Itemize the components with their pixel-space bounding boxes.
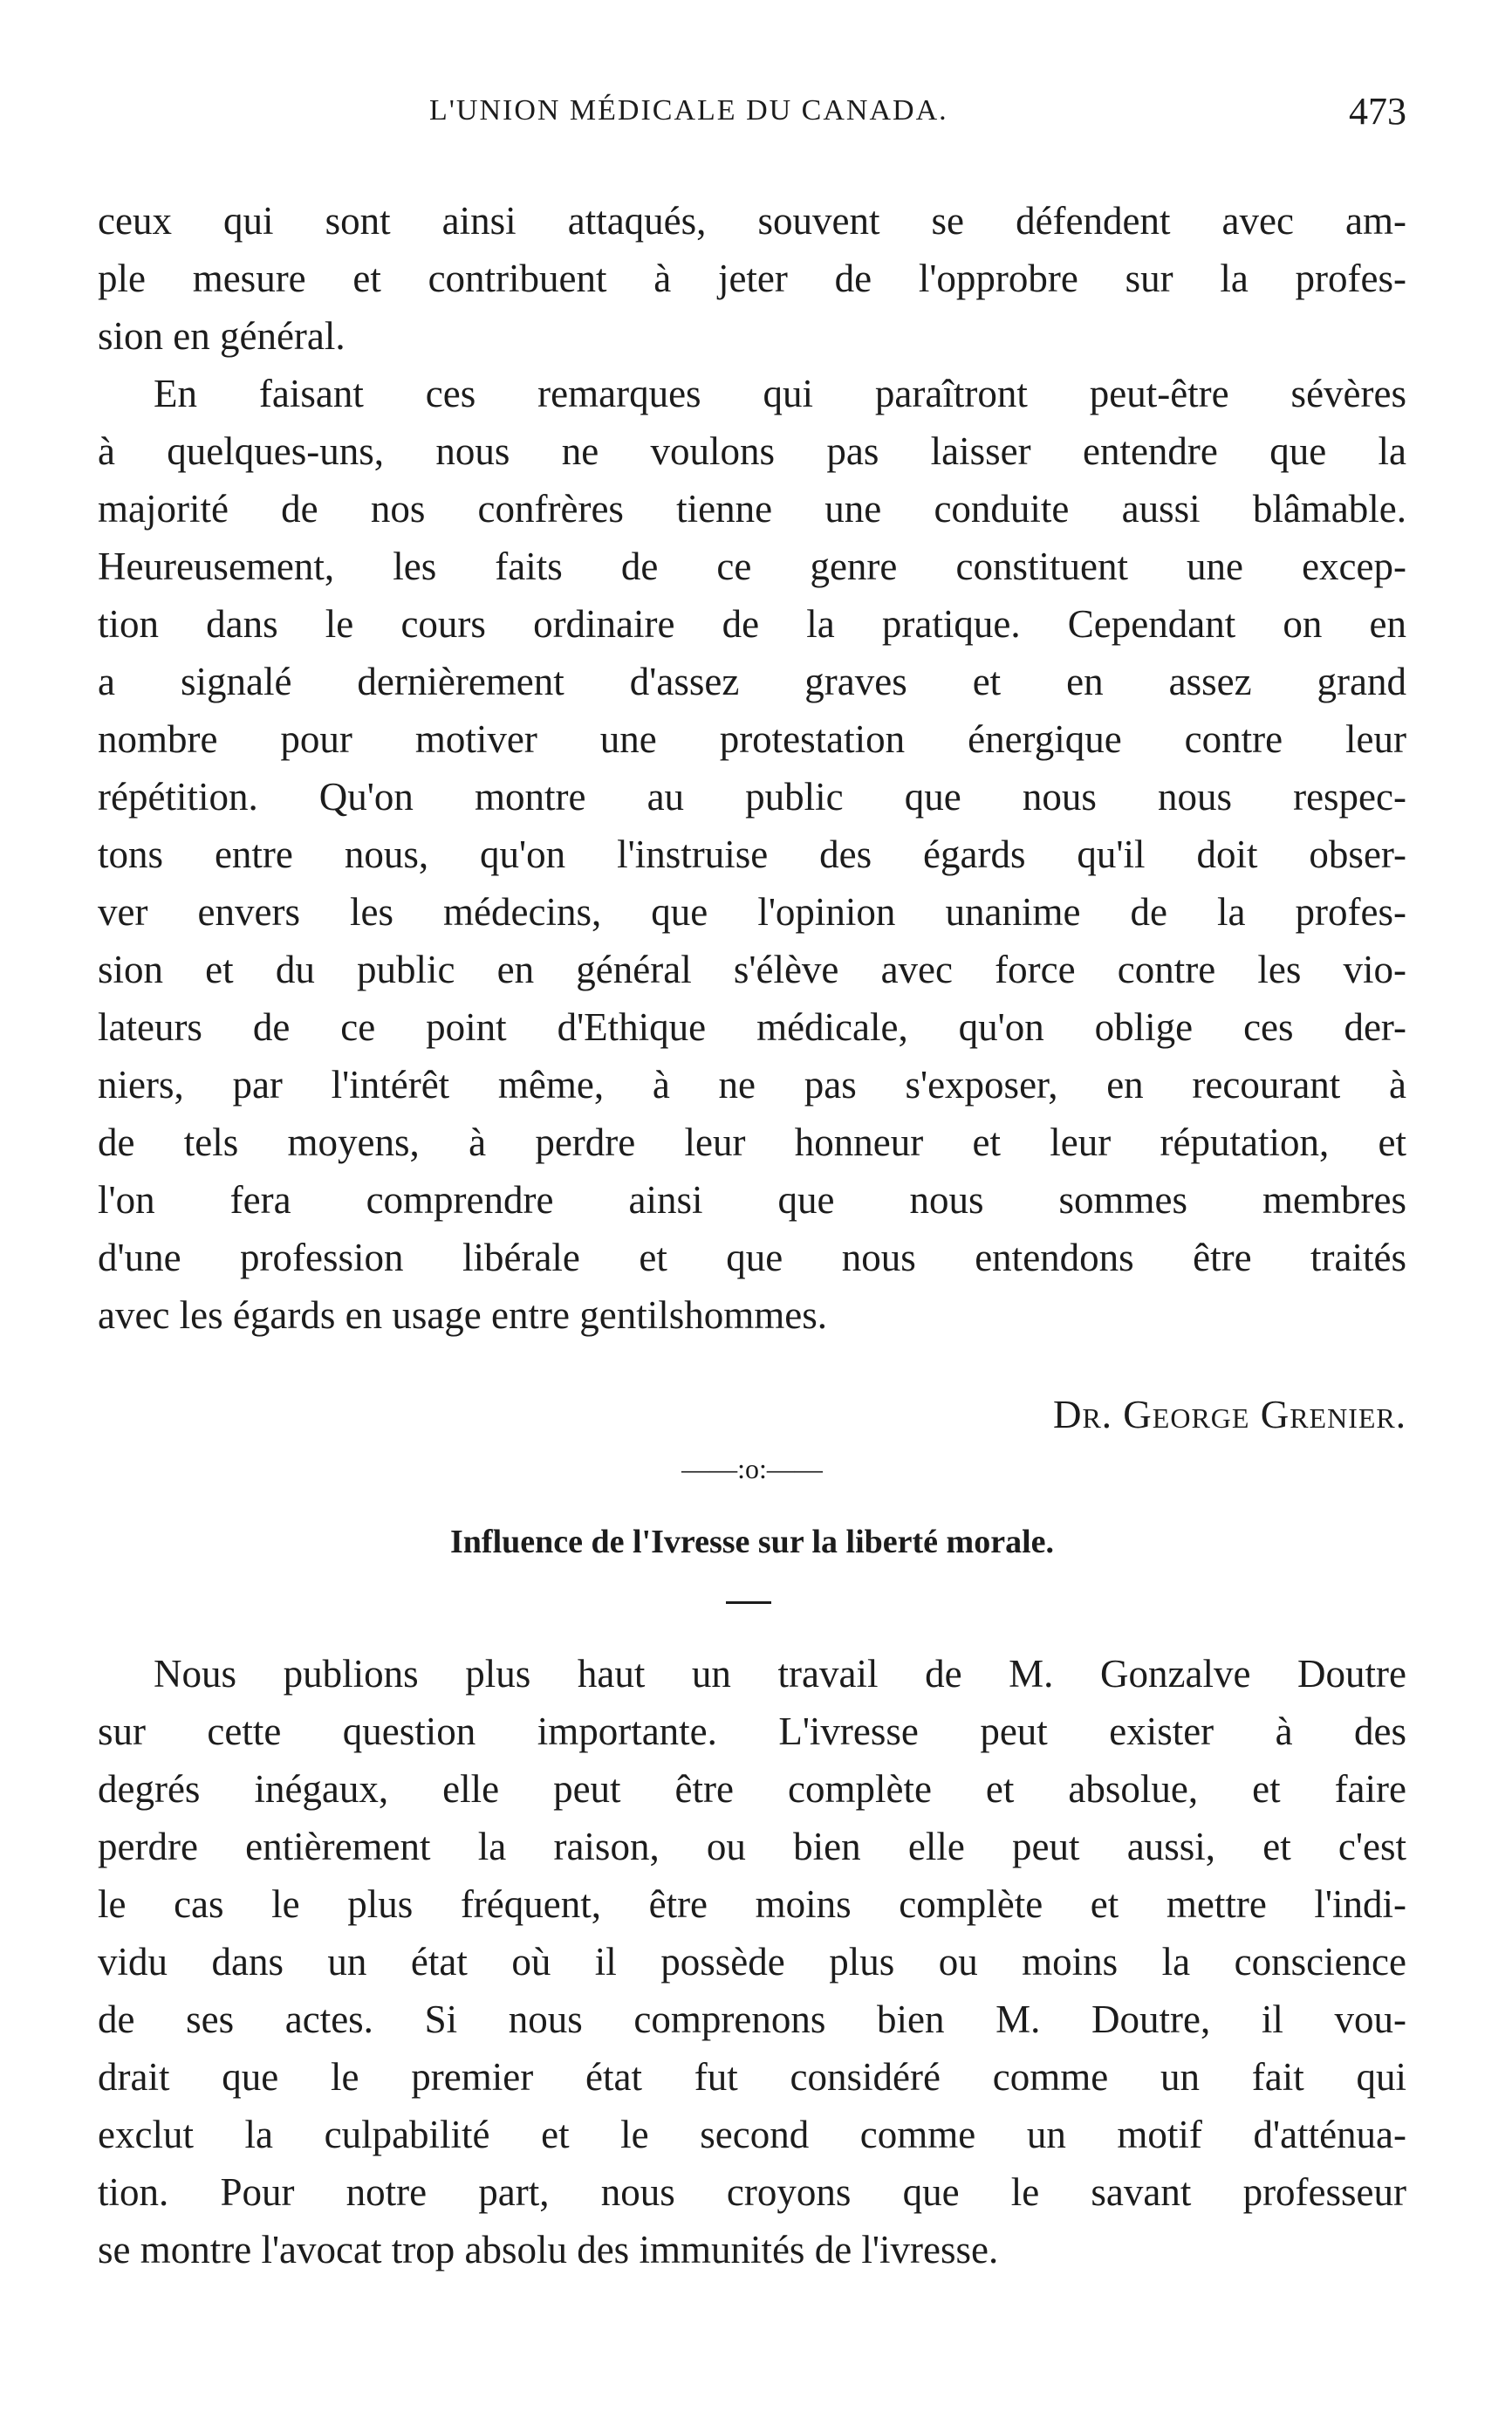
paragraph xyxy=(98,365,1406,1344)
paragraph-continued xyxy=(98,192,1406,365)
text-line: vidu dans un état où il possède plus ou moins la conscience xyxy=(98,1940,1406,1984)
running-head xyxy=(98,90,1406,147)
text-line: sion en général. xyxy=(98,314,346,358)
section-title: Influence de l'Ivresse sur la liberté morale. xyxy=(450,1524,1054,1560)
section-separator: ——:o:—— xyxy=(681,1453,823,1484)
author-signature: Dr. George Grenier. xyxy=(1052,1393,1406,1436)
title-rule xyxy=(726,1601,771,1604)
text-line: l'on fera comprendre ainsi que nous sommes membres xyxy=(98,1178,1406,1222)
text-line: drait que le premier état fut considéré comme un fait qui xyxy=(98,2055,1406,2099)
text-line: tons entre nous, qu'on l'instruise des égards qu'il doit obser- xyxy=(98,833,1406,876)
running-title: L'UNION MÉDICALE DU CANADA. xyxy=(429,94,948,127)
text-line: sur cette question importante. L'ivresse peut exister à des xyxy=(98,1710,1406,1753)
text-line: majorité de nos confrères tienne une conduite aussi blâmable. xyxy=(98,487,1406,531)
text-line: a signalé dernièrement d'assez graves et en assez grand xyxy=(98,660,1406,703)
text-line: ver envers les médecins, que l'opinion unanime de la profes- xyxy=(98,890,1406,934)
text-line: Nous publions plus haut un travail de M. Gonzalve Doutre xyxy=(154,1652,1406,1696)
article-body xyxy=(98,1645,1406,2278)
text-line: nombre pour motiver une protestation énergique contre leur xyxy=(98,717,1406,761)
text-line: niers, par l'intérêt même, à ne pas s'exposer, en recourant à xyxy=(98,1063,1406,1107)
text-line: se montre l'avocat trop absolu des immunités de l'ivresse. xyxy=(98,2228,999,2272)
text-line: d'une profession libérale et que nous entendons être traités xyxy=(98,1236,1406,1279)
text-line: avec les égards en usage entre gentilshommes. xyxy=(98,1293,827,1337)
text-line: ceux qui sont ainsi attaqués, souvent se défendent avec am- xyxy=(98,199,1406,243)
text-line: de tels moyens, à perdre leur honneur et leur réputation, et xyxy=(98,1120,1406,1164)
text-line: de ses actes. Si nous comprenons bien M. Doutre, il vou- xyxy=(98,1997,1406,2041)
page-number: 473 xyxy=(1349,90,1406,133)
text-line: lateurs de ce point d'Ethique médicale, qu'on oblige ces der- xyxy=(98,1005,1406,1049)
text-line: sion et du public en général s'élève avec force contre les vio- xyxy=(98,948,1406,991)
text-line: tion dans le cours ordinaire de la pratique. Cependant on en xyxy=(98,602,1406,646)
article-body-continued xyxy=(98,192,1406,1344)
text-line: En faisant ces remarques qui paraîtront peut-être sévères xyxy=(154,372,1406,415)
paragraph xyxy=(98,1645,1406,2278)
text-line: degrés inégaux, elle peut être complète et absolue, et faire xyxy=(98,1767,1406,1811)
text-line: Heureusement, les faits de ce genre constituent une excep- xyxy=(98,545,1406,588)
text-line: répétition. Qu'on montre au public que nous nous respec- xyxy=(98,775,1406,819)
text-line: ple mesure et contribuent à jeter de l'opprobre sur la profes- xyxy=(98,257,1406,300)
text-line: perdre entièrement la raison, ou bien elle peut aussi, et c'est xyxy=(98,1825,1406,1868)
text-line: à quelques-uns, nous ne voulons pas laisser entendre que la xyxy=(98,429,1406,473)
text-line: tion. Pour notre part, nous croyons que le savant professeur xyxy=(98,2170,1406,2214)
text-line: le cas le plus fréquent, être moins complète et mettre l'indi- xyxy=(98,1882,1406,1926)
text-line: exclut la culpabilité et le second comme un motif d'atténua- xyxy=(98,2113,1406,2156)
